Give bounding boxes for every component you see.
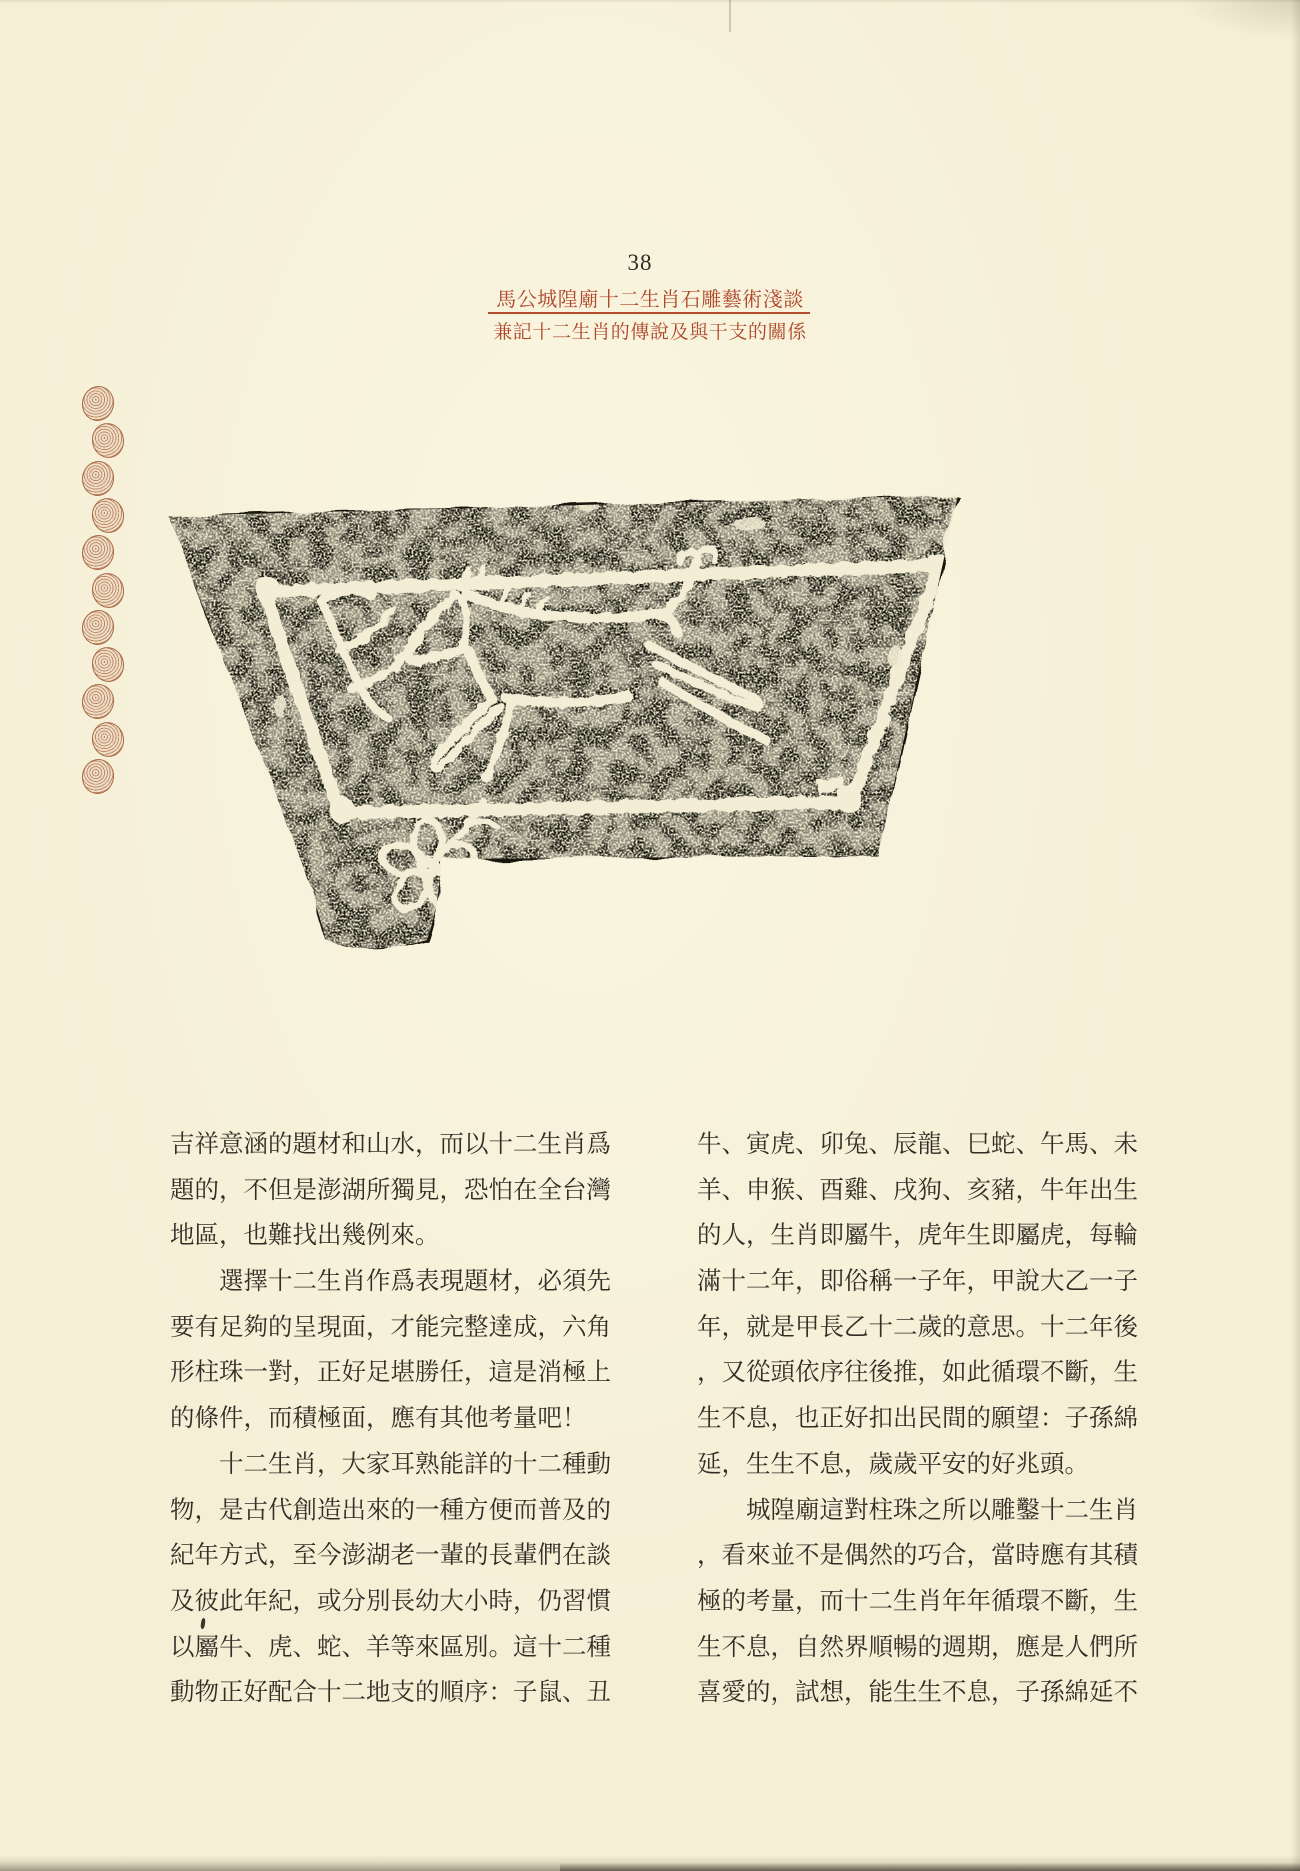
text-line: ，又從頭依序往後推，如此循環不斷，生 [697, 1359, 1138, 1387]
chain-ornament [78, 386, 142, 814]
text-line: 生不息，自然界順暢的週期，應是人們所 [697, 1633, 1138, 1661]
text-line: 物，是古代創造出來的一種方便而普及的 [170, 1496, 611, 1524]
chain-oval [88, 420, 128, 462]
scan-edge-bottom-right [560, 1863, 1300, 1871]
text-line: 滿十二年，即俗稱一子年，甲說大乙一子 [697, 1268, 1138, 1296]
chain-oval [79, 532, 118, 573]
text-line: ，看來並不是偶然的巧合，當時應有其積 [697, 1542, 1138, 1570]
text-line: 十二生肖，大家耳熟能詳的十二種動 [170, 1450, 611, 1478]
chain-oval [79, 756, 118, 797]
text-line: 動物正好配合十二地支的順序：子鼠、丑 [170, 1679, 611, 1707]
fold-mark [729, 0, 731, 32]
scan-edge-bottom [0, 1855, 1300, 1871]
chain-oval [79, 458, 118, 499]
text-line: 形柱珠一對，正好足堪勝任，這是消極上 [170, 1359, 611, 1387]
text-line: 及彼此年紀，或分別長幼大小時，仍習慣 [170, 1587, 611, 1615]
article-subtitle: 兼記十二生肖的傳說及與干支的關係 [493, 322, 807, 343]
horse-rubbing-svg [150, 406, 990, 960]
text-line: 城隍廟這對柱珠之所以雕鑿十二生肖 [697, 1496, 1138, 1524]
horse-rubbing-figure [150, 406, 990, 960]
text-line: 以屬牛、虎、蛇、羊等來區別。這十二種 [170, 1633, 611, 1661]
chain-oval [88, 644, 128, 686]
scan-edge-right [1291, 0, 1300, 1871]
text-line: 選擇十二生肖作爲表現題材，必須先 [170, 1268, 611, 1296]
page-number: 38 [627, 250, 653, 275]
text-line: 延，生生不息，歲歲平安的好兆頭。 [697, 1450, 1089, 1478]
text-line: 地區，也難找出幾例來。 [170, 1222, 440, 1250]
scan-corner-top-right [1180, 0, 1300, 40]
text-line: 紀年方式，至今澎湖老一輩的長輩們在談 [170, 1542, 611, 1570]
chain-oval [79, 607, 118, 648]
text-line: 羊、申猴、酉雞、戌狗、亥豬，牛年出生 [697, 1176, 1138, 1204]
text-line: 題的，不但是澎湖所獨見，恐怕在全台灣 [170, 1176, 611, 1204]
text-line: 年，就是甲長乙十二歲的意思。十二年後 [697, 1313, 1138, 1341]
text-line: 極的考量，而十二生肖年年循環不斷，生 [697, 1587, 1138, 1615]
scan-edge-top [0, 0, 1300, 3]
text-line: 的條件，而積極面，應有其他考量吧！ [170, 1405, 587, 1433]
title-underline [488, 312, 810, 314]
text-line: 的人，生肖即屬牛，虎年生即屬虎，每輪 [697, 1222, 1138, 1250]
text-line: 生不息，也正好扣出民間的願望：子孫綿 [697, 1405, 1138, 1433]
text-line: 吉祥意涵的題材和山水，而以十二生肖爲 [170, 1131, 611, 1158]
chain-oval [88, 718, 128, 760]
text-line: 喜愛的，試想，能生生不息，子孫綿延不 [697, 1679, 1138, 1707]
article-title: 馬公城隍廟十二生肖石雕藝術淺談 [496, 289, 804, 311]
text-line: 要有足夠的呈現面，才能完整達成，六角 [170, 1313, 611, 1341]
text-line: 牛、寅虎、卯兔、辰龍、巳蛇、午馬、未 [697, 1131, 1138, 1158]
text-column-left [170, 1122, 622, 1716]
chain-oval [88, 495, 128, 537]
chain-oval [79, 383, 118, 424]
chain-oval [88, 569, 128, 611]
text-column-right [697, 1122, 1149, 1716]
chain-oval [79, 681, 118, 722]
